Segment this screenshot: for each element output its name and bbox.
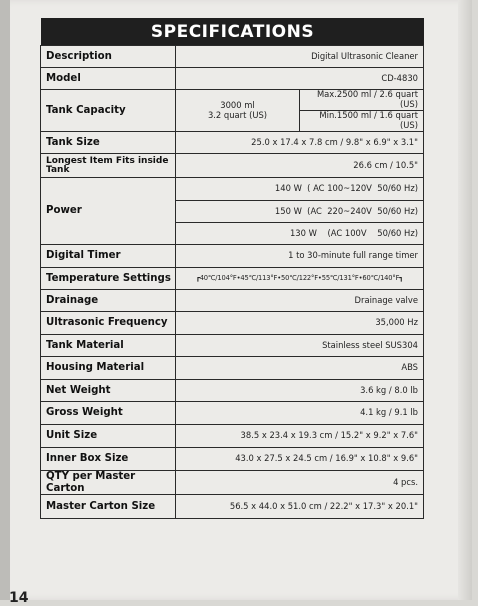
row-value: Digital Ultrasonic Cleaner	[176, 46, 424, 68]
table-row	[41, 312, 424, 335]
row-label: Net Weight	[41, 380, 176, 402]
table-row	[41, 178, 424, 201]
table-row	[41, 154, 424, 178]
row-value: 56.5 x 44.0 x 51.0 cm / 22.2" x 17.3" x 20.1"	[176, 495, 424, 519]
row-value: 26.6 cm / 10.5"	[176, 154, 424, 178]
tank-capacity-min: Min.1500 ml / 1.6 quart (US)	[300, 111, 424, 132]
table-row	[41, 90, 424, 111]
table-row	[41, 471, 424, 495]
table-row	[41, 268, 424, 290]
table-row	[41, 290, 424, 312]
table-row	[41, 380, 424, 402]
row-value: 43.0 x 27.5 x 24.5 cm / 16.9" x 10.8" x 9.6"	[176, 448, 424, 471]
row-label: Model	[41, 68, 176, 90]
table-row	[41, 245, 424, 268]
row-label: Longest Item Fits inside Tank	[41, 154, 176, 178]
temperature-list: 40℃/104°F•45℃/113°F•50℃/122°F•55℃/131°F•60℃/140°F	[199, 273, 400, 282]
row-label: Digital Timer	[41, 245, 176, 268]
row-label: Power	[41, 178, 176, 245]
tank-capacity-total: 3000 ml 3.2 quart (US)	[176, 90, 300, 132]
row-label: Description	[41, 46, 176, 68]
row-label: Ultrasonic Frequency	[41, 312, 176, 335]
row-label: Tank Capacity	[41, 90, 176, 132]
row-value: 1 to 30-minute full range timer	[176, 245, 424, 268]
page-title: SPECIFICATIONS	[150, 21, 315, 42]
row-label: Master Carton Size	[41, 495, 176, 519]
power-value: 150 W (AC 220~240V 50/60 Hz)	[176, 201, 424, 223]
row-value: 4.1 kg / 9.1 lb	[176, 402, 424, 425]
table-row	[41, 335, 424, 357]
row-value: 38.5 x 23.4 x 19.3 cm / 15.2" x 9.2" x 7.6"	[176, 425, 424, 448]
table-row	[41, 132, 424, 154]
row-value: 25.0 x 17.4 x 7.8 cm / 9.8" x 6.9" x 3.1"	[176, 132, 424, 154]
table-row	[41, 425, 424, 448]
table-row	[41, 402, 424, 425]
row-value: Stainless steel SUS304	[176, 335, 424, 357]
table-row	[41, 46, 424, 68]
row-label: Drainage	[41, 290, 176, 312]
row-value: 4 pcs.	[176, 471, 424, 495]
specifications-header	[41, 18, 424, 45]
row-value: CD-4830	[176, 68, 424, 90]
row-label: QTY per Master Carton	[41, 471, 176, 495]
row-label: Tank Size	[41, 132, 176, 154]
tank-capacity-max: Max.2500 ml / 2.6 quart (US)	[300, 90, 424, 111]
page-edge	[0, 0, 10, 600]
row-value: 35,000 Hz	[176, 312, 424, 335]
row-value: Drainage valve	[176, 290, 424, 312]
row-label: Gross Weight	[41, 402, 176, 425]
table-row	[41, 357, 424, 380]
temperature-settings-value: ┏40℃/104°F•45℃/113°F•50℃/122°F•55℃/131°F•60℃/140°F┓	[176, 268, 424, 290]
power-value: 140 W ( AC 100~120V 50/60 Hz)	[176, 178, 424, 201]
table-row	[41, 448, 424, 471]
row-label: Inner Box Size	[41, 448, 176, 471]
row-label: Temperature Settings	[41, 268, 176, 290]
power-value: 130 W (AC 100V 50/60 Hz)	[176, 223, 424, 245]
row-label: Tank Material	[41, 335, 176, 357]
row-value: 3.6 kg / 8.0 lb	[176, 380, 424, 402]
row-label: Housing Material	[41, 357, 176, 380]
page-shadow	[458, 0, 472, 600]
row-value: ABS	[176, 357, 424, 380]
table-row	[41, 495, 424, 519]
page-number: 14	[9, 590, 29, 606]
specifications-table	[40, 45, 424, 519]
table-row	[41, 68, 424, 90]
row-label: Unit Size	[41, 425, 176, 448]
